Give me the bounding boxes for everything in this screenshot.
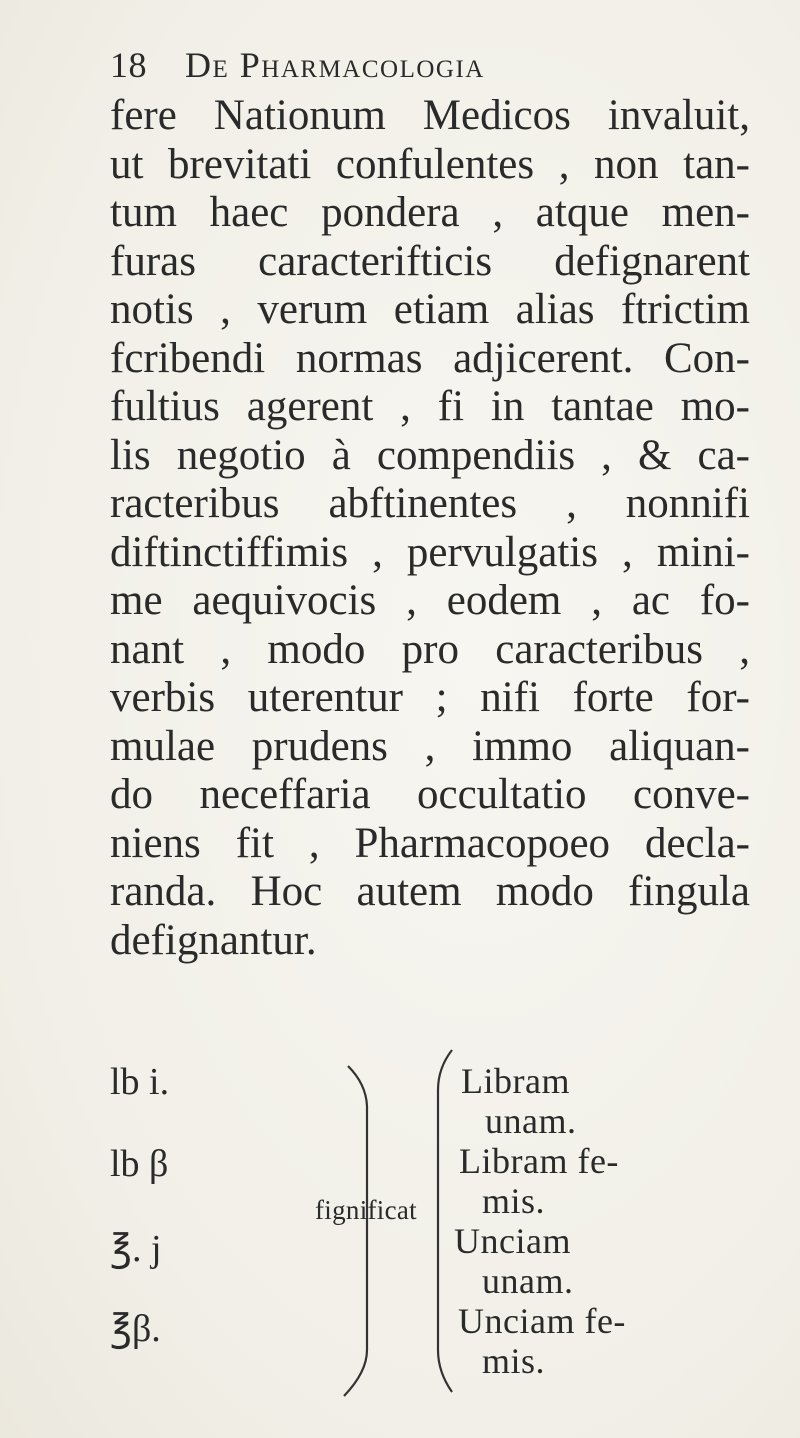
abbreviation-half-uncia: ℥β. xyxy=(110,1308,161,1350)
abbreviation-table xyxy=(110,1060,750,1390)
text-line: randa. Hoc autem modo fingula xyxy=(110,868,750,915)
meaning-line: mis. xyxy=(482,1181,546,1221)
brace-lines xyxy=(110,1060,750,1400)
text-line: verbis uterentur ; nifi forte for- xyxy=(110,674,750,721)
significat-label: fignificat xyxy=(315,1195,417,1225)
meaning-line: unam. xyxy=(482,1261,574,1301)
meaning-line: unam. xyxy=(485,1101,577,1141)
page-number: 18 xyxy=(110,45,147,85)
text-line: ut brevitati confulentes , non tan- xyxy=(110,140,750,188)
text-line: lis negotio à compendiis , & ca- xyxy=(110,431,750,479)
text-line: tum haec pondera , atque men- xyxy=(110,189,750,236)
left-brace-icon xyxy=(438,1050,452,1392)
text-line: nant , modo pro caracteribus , xyxy=(110,625,750,673)
abbreviation-libra: lb i. xyxy=(110,1061,170,1103)
meaning-line: Libram fe- xyxy=(459,1141,619,1181)
text-line: fcribendi normas adjicerent. Con- xyxy=(110,334,750,382)
text-line: furas caracterifticis defignarent xyxy=(110,237,750,285)
text-line: fere Nationum Medicos invaluit, xyxy=(110,92,750,139)
running-head xyxy=(110,44,485,86)
text-line: notis , verum etiam alias ftrictim xyxy=(110,286,750,333)
text-line: do neceffaria occultatio conve- xyxy=(110,771,750,818)
text-line: defignantur. xyxy=(110,916,317,964)
text-line: me aequivocis , eodem , ac fo- xyxy=(110,577,750,624)
meaning-line: Unciam xyxy=(454,1221,571,1261)
meaning-line: Libram xyxy=(461,1061,570,1101)
text-line: mulae prudens , immo aliquan- xyxy=(110,722,750,770)
right-brace-icon xyxy=(344,1066,367,1396)
body-paragraph xyxy=(110,92,750,965)
abbreviation-uncia: ℥. j xyxy=(110,1228,162,1270)
text-line: diftinctiffimis , pervulgatis , mini- xyxy=(110,528,750,576)
meaning-line: mis. xyxy=(482,1341,546,1381)
text-line: fultius agerent , fi in tantae mo- xyxy=(110,383,750,430)
running-title: De Pharmacologia xyxy=(185,45,485,85)
text-line: niens fit , Pharmacopoeo decla- xyxy=(110,819,750,867)
meaning-line: Unciam fe- xyxy=(458,1301,626,1341)
text-line: racteribus abftinentes , nonnifi xyxy=(110,480,750,527)
abbreviation-half-libra: lb β xyxy=(110,1143,169,1185)
